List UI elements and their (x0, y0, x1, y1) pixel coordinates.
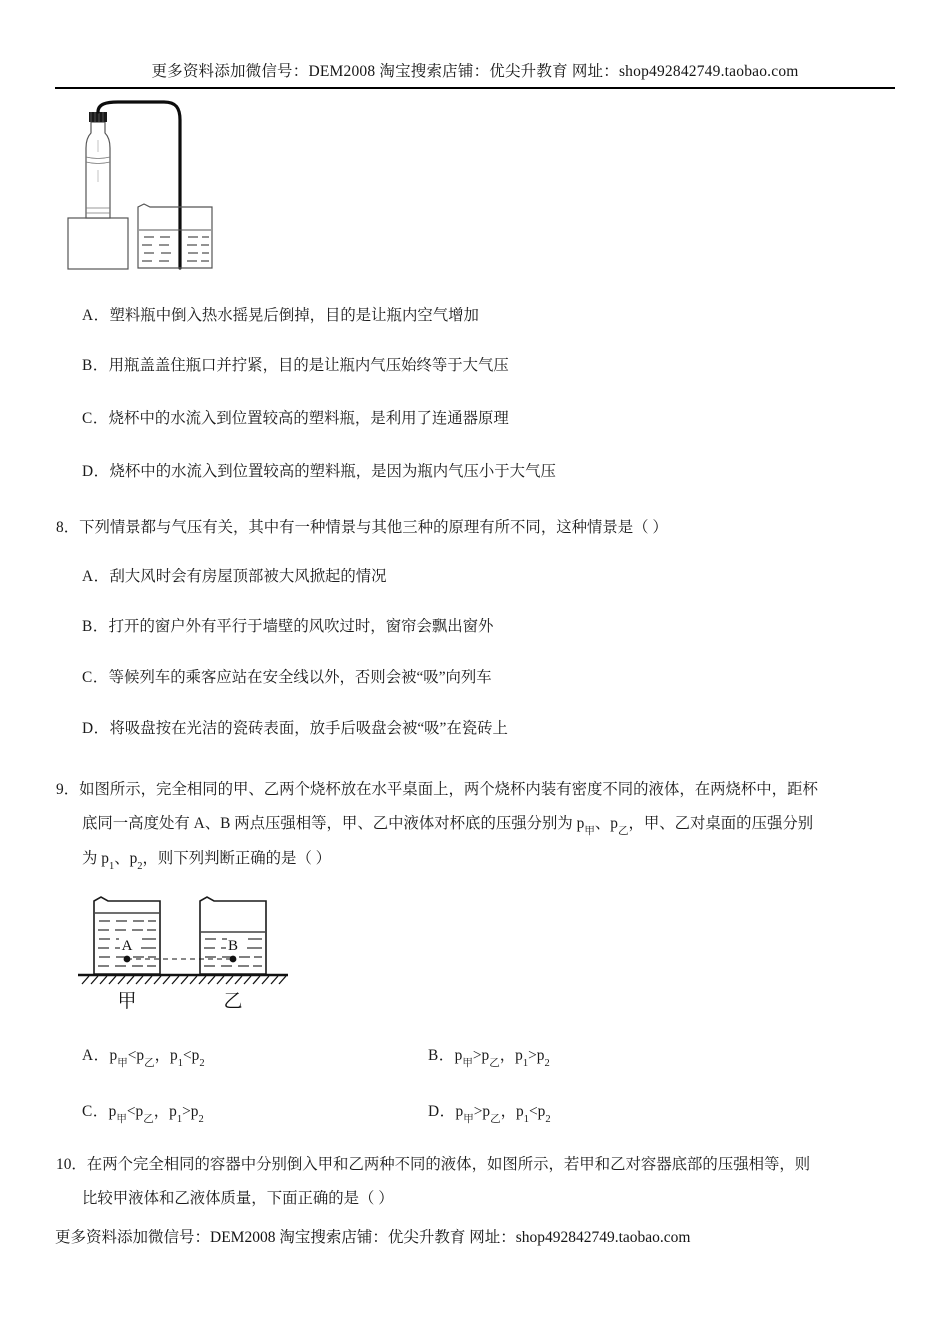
q9-option-c-q-sub2: 2 (198, 1114, 204, 1126)
q9-option-a-p-sub2: 乙 (144, 1058, 155, 1070)
q8-option-a (82, 567, 387, 587)
plastic-bottle (86, 122, 110, 218)
q9-option-b-p2: p (481, 1047, 490, 1064)
q9-option-c-p2: p (135, 1103, 144, 1120)
q9-option-d-p2: p (482, 1103, 491, 1120)
beaker-yi (200, 897, 266, 974)
q9-option-b-p-sub1: 甲 (462, 1058, 473, 1070)
figure-label-yi: 乙 (223, 991, 243, 1012)
water-hatching (142, 237, 209, 261)
q9-option-a-q-sub1: 1 (177, 1058, 183, 1070)
question-9-sub-jia: 甲 (584, 826, 595, 838)
q9-option-c-p: p (108, 1103, 117, 1120)
question-9-stem-text-3b: 、p (114, 850, 138, 867)
q8-option-d-label: D． (82, 720, 110, 737)
q8-option-a-text: 刮大风时会有房屋顶部被大风掀起的情况 (109, 568, 387, 585)
question-9-stem-text-2b: 、p (594, 815, 618, 832)
bottle-stand (68, 218, 128, 269)
question-9-number: 9． (56, 781, 80, 798)
q9-option-b-p: p (454, 1047, 463, 1064)
q9-option-d-p-sub2: 乙 (490, 1114, 501, 1126)
q9-option-b-op1: > (472, 1047, 482, 1064)
point-b-label: B (227, 938, 239, 954)
q9-option-c-p-sub1: 甲 (116, 1114, 127, 1126)
q9-option-c-q-sub1: 1 (176, 1114, 183, 1126)
q8-option-a-label: A． (82, 568, 110, 585)
q9-option-a-op2: < (182, 1047, 192, 1064)
q9-option-b-p-sub2: 乙 (489, 1058, 500, 1070)
beaker (138, 204, 212, 268)
q9-option-a-op1: < (127, 1047, 137, 1064)
question-10-stem-text-2: 比较甲液体和乙液体质量，下面正确的是（ ） (82, 1190, 394, 1207)
q9-option-d-q-sub1: 1 (523, 1114, 529, 1126)
question-9-stem-text-2c: ，甲、乙对桌面的压强分别 (628, 815, 814, 832)
q8-option-b-text: 打开的窗户外有平行于墙壁的风吹过时，窗帘会飘出窗外 (108, 618, 494, 635)
q9-option-b-label: B． (428, 1047, 455, 1064)
q9-option-a-p: p (109, 1047, 118, 1064)
q7-option-d (82, 462, 556, 482)
footer-promo-text: 更多资料添加微信号：DEM2008 淘宝搜索店铺：优尖升教育 网址：shop492842749.taobao.com (55, 1229, 691, 1246)
q8-option-d-text: 将吸盘按在光洁的瓷砖表面，放手后吸盘会被“吸”在瓷砖上 (109, 720, 508, 737)
q9-option-d-q: p (516, 1103, 524, 1120)
q9-option-d-label: D． (428, 1103, 456, 1120)
question-9-stem-line-3 (82, 849, 331, 875)
q7-option-c-label: C． (82, 410, 109, 427)
question-8-number: 8． (56, 519, 80, 536)
q9-option-b-q-sub2: 2 (544, 1058, 550, 1070)
q7-option-d-text: 烧杯中的水流入到位置较高的塑料瓶，是因为瓶内气压小于大气压 (109, 463, 556, 480)
question-9-sub-2: 2 (137, 861, 143, 873)
q8-option-c-label: C． (82, 669, 109, 686)
q8-option-d (82, 719, 508, 739)
q7-option-b-label: B． (82, 357, 109, 374)
q9-option-b-op2: > (528, 1047, 537, 1064)
header-divider-rule (55, 87, 895, 89)
question-9-stem-text-3a: 为 p (82, 850, 109, 867)
q8-option-b (82, 617, 493, 637)
q8-option-c (82, 668, 492, 688)
q9-option-d-op2: < (528, 1103, 538, 1120)
q7-option-b-text: 用瓶盖盖住瓶口并拧紧，目的是让瓶内气压始终等于大气压 (108, 357, 509, 374)
question-8-stem (56, 518, 668, 538)
q9-option-b-q-sub1: 1 (522, 1058, 529, 1070)
header-promo-text: 更多资料添加微信号：DEM2008 淘宝搜索店铺：优尖升教育 网址：shop492842749.taobao.com (151, 63, 799, 80)
q7-option-c-text: 烧杯中的水流入到位置较高的塑料瓶，是利用了连通器原理 (108, 410, 509, 427)
question-9-stem-text-1: 如图所示，完全相同的甲、乙两个烧杯放在水平桌面上，两个烧杯内装有密度不同的液体，在两烧杯中，距杯 (79, 781, 818, 798)
plastic-bottle-beaker-figure (60, 100, 290, 290)
q9-option-b-q2: p (536, 1047, 545, 1064)
question-10-stem-line-2 (82, 1189, 394, 1209)
q9-option-a-q-sub2: 2 (199, 1058, 205, 1070)
q9-option-c-q: p (169, 1103, 177, 1120)
q9-option-a-p2: p (136, 1047, 145, 1064)
q9-option-a-comma: ， (154, 1047, 171, 1064)
beaker-jia (94, 897, 160, 974)
q7-option-a-text: 塑料瓶中倒入热水摇晃后倒掉，目的是让瓶内空气增加 (109, 307, 479, 324)
q9-option-d-p: p (455, 1103, 464, 1120)
question-9-stem-text-3c: ，则下列判断正确的是（ ） (142, 850, 332, 867)
q9-option-d-q2: p (537, 1103, 546, 1120)
two-beakers-figure (72, 892, 302, 1017)
q9-option-a-label: A． (82, 1047, 110, 1064)
q9-option-c-p-sub2: 乙 (143, 1114, 154, 1126)
table-hatching (82, 976, 286, 984)
question-8-stem-text: 下列情景都与气压有关，其中有一种情景与其他三种的原理有所不同，这种情景是（ ） (79, 519, 668, 536)
q9-option-c-q2: p (190, 1103, 199, 1120)
question-9-sub-1: 1 (108, 861, 115, 873)
q9-option-c (82, 1102, 204, 1128)
q9-option-a-p-sub1: 甲 (117, 1058, 128, 1070)
q9-option-a-q2: p (191, 1047, 200, 1064)
q9-option-d-p-sub1: 甲 (463, 1114, 474, 1126)
question-9-sub-yi: 乙 (617, 826, 629, 838)
q9-option-c-comma: ， (153, 1103, 170, 1120)
point-a-label: A (121, 938, 133, 954)
q9-option-d-comma: ， (500, 1103, 517, 1120)
q9-option-b-comma: ， (499, 1047, 516, 1064)
question-9-stem-line-2 (82, 814, 813, 840)
q9-option-a (82, 1046, 205, 1072)
q7-option-a (82, 306, 479, 326)
q9-option-c-op2: > (182, 1103, 191, 1120)
q9-option-a-q: p (170, 1047, 178, 1064)
question-9-stem-line-1 (56, 780, 818, 800)
question-9-stem-text-2a: 底同一高度处有 A、B 两点压强相等，甲、乙中液体对杯底的压强分别为 p (82, 815, 585, 832)
question-10-stem-text-1: 在两个完全相同的容器中分别倒入甲和乙两种不同的液体，如图所示，若甲和乙对容器底部的压强相等，则 (86, 1156, 811, 1173)
question-10-stem-line-1 (56, 1155, 810, 1175)
q9-option-c-label: C． (82, 1103, 109, 1120)
q8-option-b-label: B． (82, 618, 109, 635)
q9-option-c-op1: < (126, 1103, 136, 1120)
q7-option-d-label: D． (82, 463, 110, 480)
q9-option-d (428, 1102, 551, 1128)
q7-option-c (82, 409, 509, 429)
q9-option-b-q: p (515, 1047, 523, 1064)
question-10-number: 10． (56, 1156, 87, 1173)
q8-option-c-text: 等候列车的乘客应站在安全线以外，否则会被“吸”向列车 (108, 669, 492, 686)
q9-option-d-q-sub2: 2 (545, 1114, 551, 1126)
q9-option-d-op1: > (473, 1103, 483, 1120)
q7-option-b (82, 356, 509, 376)
q9-option-b (428, 1046, 550, 1072)
figure-label-jia: 甲 (117, 991, 137, 1012)
q7-option-a-label: A． (82, 307, 110, 324)
